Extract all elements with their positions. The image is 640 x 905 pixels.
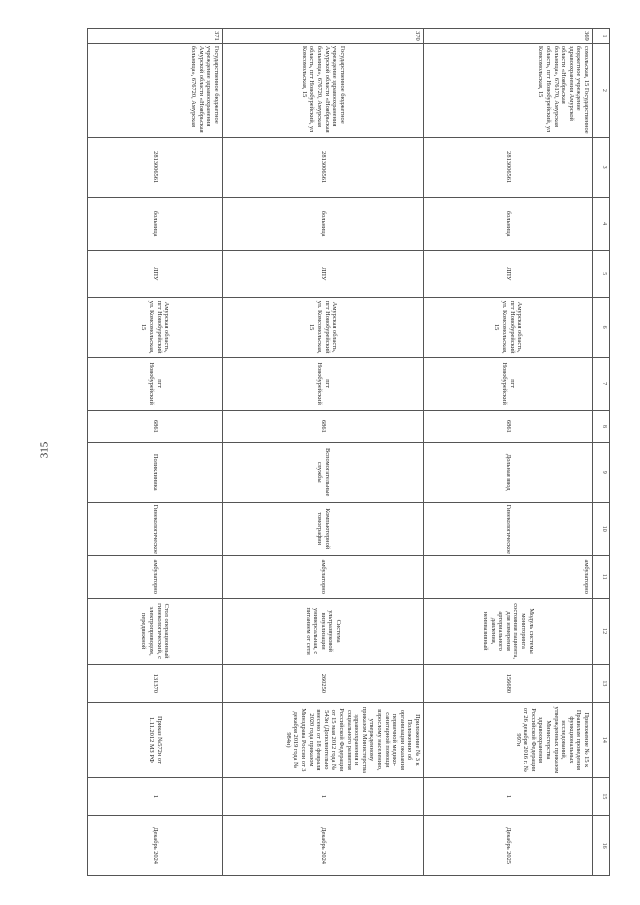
column-number: 5 [593,250,610,297]
deadline-cell: Декабрь 2024 [223,816,424,876]
zip-cell: 6861 [223,410,424,442]
direction-cell: Гинекологическое [88,502,223,555]
code-cell: ЛПУ [424,250,593,297]
row-number: 369 [424,29,593,44]
address-cell: Амурская область, пгт Новобурейский ул. Комсомольская, 15 [88,297,223,357]
facility-type-cell: больница [88,197,223,250]
document-cell: Приложение № 3 к Положению об организации оказания первичной медико-санитарной помощи взрослому населению, утвержденному приказом Министерства здравоохранения и социального развития Российской Федерации от 15 мая 2012 года № 543н (Дополнительно внесено от 18 февраля 2020 года приказом Минздрава России от 3 декабря 2019 года № 984н) [223,703,424,778]
deadline-cell: Декабрь 2024 [88,816,223,876]
column-number: 1 [593,29,610,44]
code-number-cell: 260250 [223,664,424,702]
row-number: 370 [223,29,424,44]
column-number: 7 [593,357,610,410]
direction-cell: Компьютерной томографии [223,502,424,555]
table-row [88,29,223,876]
column-number: 13 [593,664,610,702]
organization-cell: сомольская, 15 Государственное бюджетное учреждение здравоохранения Амурской области «Ноябрьская больница», 676170, Амурская область, пгт Новобурейский, ул Комсомольская, 15 [424,43,593,137]
inn-cell: 2813006561 [223,137,424,197]
address-cell: Амурская область, пгт Новобурейский ул. Комсомольская, 15 [424,297,593,357]
deadline-cell: Декабрь 2025 [424,816,593,876]
mode-cell: амбулаторно [424,555,593,598]
column-number: 3 [593,137,610,197]
code-number-cell: 156680 [424,664,593,702]
organization-cell: Государственное бюджетное учреждение здравоохранения Амурской области «Ноябрьская больница», 676720, Амурская область, пгт Новобурейский, ул Комсомольская, 15 [223,43,424,137]
locality-cell: пгт Новобурейский [424,357,593,410]
equipment-cell: Модуль системы мониторинга состояния пациента, для измерения артериального давления, неинвазивный [424,598,593,664]
table-row [424,29,593,876]
page-number: 315 [38,441,51,459]
document-cell: Приказ №572н от 1.11.2012 МЗ РФ [88,703,223,778]
quantity-cell: 1 [424,777,593,815]
column-number: 8 [593,410,610,442]
column-number: 6 [593,297,610,357]
header-row [593,29,610,876]
direction-cell: Гинекологическое [424,502,593,555]
mode-cell: амбулаторно [223,555,424,598]
rotated-table-container [90,28,610,876]
column-number: 16 [593,816,610,876]
mode-cell: амбулаторно [88,555,223,598]
document-cell: Приложение № 15 к Правилам проведения функциональных исследований, утвержденных приказом Министерства здравоохранения Российской Федерации от 26 декабря 2016 г. № 997н [424,703,593,778]
zip-cell: 6861 [88,410,223,442]
facility-type-cell: больница [223,197,424,250]
column-number: 4 [593,197,610,250]
equipment-cell: Система ультразвуковой визуализации универсальная, с питанием от сети [223,598,424,664]
column-number: 14 [593,703,610,778]
column-number: 2 [593,43,610,137]
inn-cell: 2813006561 [88,137,223,197]
facility-type-cell: больница [424,197,593,250]
table-frame [90,28,610,876]
organization-cell: Государственное бюджетное учреждение здравоохранения Амурской области «Ноябрьская больница», 676720, Амурская [88,43,223,137]
row-number: 371 [88,29,223,44]
locality-cell: пгт Новобурейский [223,357,424,410]
code-cell: ЛПУ [223,250,424,297]
code-cell: ЛПУ [88,250,223,297]
quantity-cell: 1 [223,777,424,815]
department-cell: Дольная ввод [424,442,593,502]
address-cell: Амурская область, пгт Новобурейский ул. Комсомольская, 15 [223,297,424,357]
department-cell: Поликлиника [88,442,223,502]
equipment-table [87,28,610,876]
column-number: 15 [593,777,610,815]
column-number: 11 [593,555,610,598]
department-cell: Вспомогательные службы [223,442,424,502]
table-row [223,29,424,876]
column-number: 9 [593,442,610,502]
equipment-cell: Стол операционный гинекологический, с электроприводом, передвижной [88,598,223,664]
quantity-cell: 1 [88,777,223,815]
column-number: 12 [593,598,610,664]
locality-cell: пгт Новобурейский [88,357,223,410]
inn-cell: 2813006561 [424,137,593,197]
code-number-cell: 131370 [88,664,223,702]
zip-cell: 6861 [424,410,593,442]
column-number: 10 [593,502,610,555]
